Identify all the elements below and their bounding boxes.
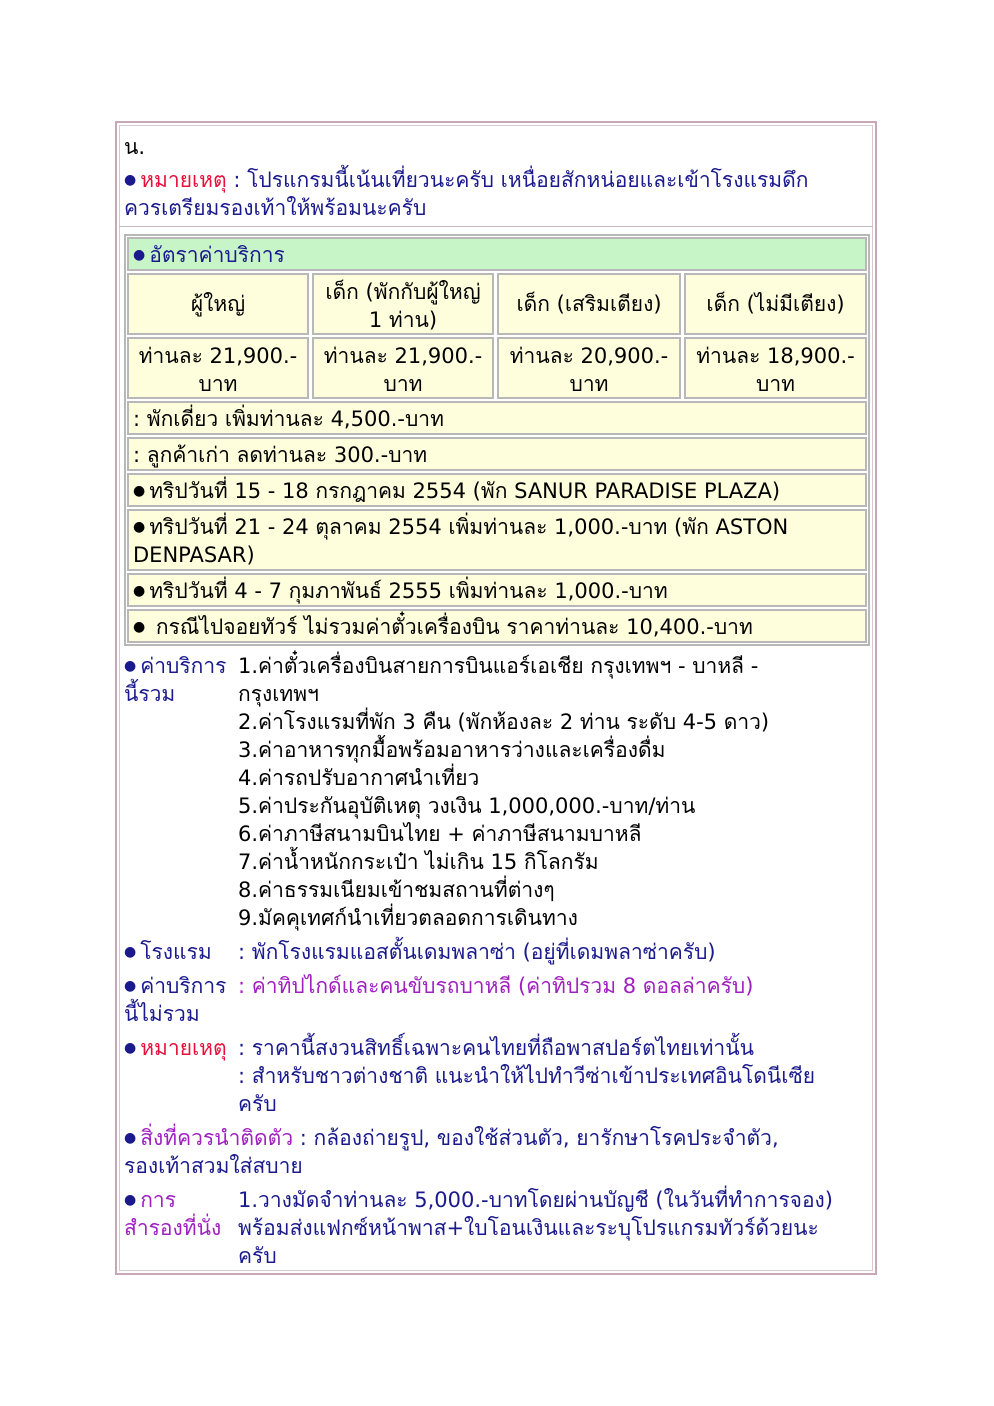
row-text: กรณีไปจอยทัวร์ ไม่รวมค่าตั๋วเครื่องบิน ราคาท่านละ 10,400.-บาท: [149, 615, 753, 639]
column-header-label: เด็ก (เสริมเตียง): [516, 292, 662, 316]
price-unit: บาท: [569, 372, 609, 396]
price-value: ท่านละ 21,900.-: [138, 344, 298, 368]
included-item: กรุงเทพฯ: [238, 682, 319, 706]
included-item: 6.ค่าภาษีสนามบินไทย + ค่าภาษีสนามบาหลี: [238, 822, 642, 846]
bullet-icon: ●: [124, 1192, 137, 1208]
price-value: ท่านละ 20,900.-: [509, 344, 669, 368]
bring-text-2: รองเท้าสวมใส่สบาย: [124, 1154, 303, 1178]
row-text: ทริปวันที่ 21 - 24 ตุลาคม 2554 เพิ่มท่านละ 1,000.-บาท (พัก ASTON: [149, 515, 789, 539]
excluded-label-2: นี้ไม่รวม: [124, 1002, 200, 1026]
included-item: 1.ค่าตั๋วเครื่องบินสายการบินแอร์เอเชีย กรุงเทพฯ - บาหลี -: [238, 654, 759, 678]
hotel-label: [124, 938, 212, 966]
bullet-icon: ●: [124, 172, 137, 188]
included-label-1: ค่าบริการ: [140, 654, 227, 678]
row-text: : ลูกค้าเก่า ลดท่านละ 300.-บาท: [133, 443, 428, 467]
price-table-title: อัตราค่าบริการ: [149, 243, 285, 267]
price-cell-child-no-bed: [684, 337, 867, 399]
line-fragment: น.: [124, 135, 146, 159]
price-cell-adult: [127, 337, 309, 399]
bullet-icon: ●: [133, 583, 146, 599]
included-label-2: นี้รวม: [124, 682, 176, 706]
column-header-label: เด็ก (พักกับผู้ใหญ่: [325, 280, 481, 304]
table-row-single-supplement: [127, 401, 867, 435]
note-text-2: ควรเตรียมรองเท้าให้พร้อมนะครับ: [124, 196, 427, 220]
bullet-icon: ●: [124, 658, 137, 674]
column-header-child-with-adult: [312, 273, 494, 335]
column-header-label: ผู้ใหญ่: [190, 292, 246, 316]
included-item: 4.ค่ารถปรับอากาศนำเที่ยว: [238, 766, 480, 790]
row-text: ทริปวันที่ 15 - 18 กรกฎาคม 2554 (พัก SANUR PARADISE PLAZA): [149, 479, 781, 503]
row-text-2: DENPASAR): [133, 543, 255, 567]
note-text: : โปรแกรมนี้เน้นเที่ยวนะครับ เหนื่อยสักหน่อยและเข้าโรงแรมดึก: [226, 168, 809, 192]
price-unit: บาท: [756, 372, 795, 396]
excluded-text: : ค่าทิปไกด์และคนขับรถบาหลี (ค่าทิปรวม 8 ดอลล่าครับ): [238, 974, 754, 998]
column-header-child-no-bed: [684, 273, 867, 335]
bullet-icon: ●: [133, 247, 146, 263]
remark-label-text: หมายเหตุ: [140, 1036, 227, 1060]
bullet-icon: ●: [124, 1040, 137, 1056]
row-text: ทริปวันที่ 4 - 7 กุมภาพันธ์ 2555 เพิ่มท่านละ 1,000.-บาท: [149, 579, 668, 603]
column-header-label: เด็ก (ไม่มีเตียง): [706, 292, 845, 316]
booking-line: พร้อมส่งแฟกซ์หน้าพาส+ใบโอนเงินและระบุโปรแกรมทัวร์ด้วยนะ: [238, 1216, 819, 1240]
booking-line: 1.วางมัดจำท่านละ 5,000.-บาทโดยผ่านบัญชี (ในวันที่ทำการจอง): [238, 1188, 834, 1212]
row-text: : พักเดี่ยว เพิ่มท่านละ 4,500.-บาท: [133, 407, 444, 431]
bring-text: : กล้องถ่ายรูป, ของใช้ส่วนตัว, ยารักษาโรคประจำตัว,: [293, 1126, 779, 1150]
booking-label-2: สำรองที่นั่ง: [124, 1216, 222, 1240]
price-unit: บาท: [383, 372, 423, 396]
hotel-label-text: โรงแรม: [140, 940, 212, 964]
divider: [119, 226, 873, 227]
table-row-trip-february: [127, 573, 867, 607]
table-row-trip-october: [127, 509, 867, 571]
table-row-returning-customer: [127, 437, 867, 471]
hotel-text: : พักโรงแรมแอสตั้นเดมพลาซ่า (อยู่ที่เดมพลาซ่าครับ): [238, 940, 716, 964]
price-table-header: [127, 237, 867, 271]
column-header-child-extra-bed: [497, 273, 681, 335]
bullet-icon: ●: [133, 519, 146, 535]
bring-line: [124, 1124, 779, 1152]
bullet-icon: ●: [133, 483, 146, 499]
note-line: [124, 166, 808, 194]
included-item: 8.ค่าธรรมเนียมเข้าชมสถานที่ต่างๆ: [238, 878, 555, 902]
remark-line: : ราคานี้สงวนสิทธิ์เฉพาะคนไทยที่ถือพาสปอร์ตไทยเท่านั้น: [238, 1036, 754, 1060]
included-item: 5.ค่าประกันอุบัติเหตุ วงเงิน 1,000,000.-บาท/ท่าน: [238, 794, 696, 818]
price-value: ท่านละ 18,900.-: [696, 344, 855, 368]
bullet-icon: ●: [124, 944, 137, 960]
remark-line: ครับ: [238, 1092, 277, 1116]
column-header-label-2: 1 ท่าน): [368, 308, 438, 332]
included-item: 7.ค่าน้ำหนักกระเป๋า ไม่เกิน 15 กิโลกรัม: [238, 850, 599, 874]
table-row-join-tour: [127, 609, 867, 643]
included-item: 9.มัคคุเทศก์นำเที่ยวตลอดการเดินทาง: [238, 906, 578, 930]
bullet-icon: ●: [124, 978, 137, 994]
price-cell-child-with-adult: [312, 337, 494, 399]
note-label: หมายเหตุ: [140, 168, 227, 192]
bullet-icon: ●: [124, 1130, 137, 1146]
price-value: ท่านละ 21,900.-: [323, 344, 483, 368]
excluded-label-1: ค่าบริการ: [140, 974, 227, 998]
price-cell-child-extra-bed: [497, 337, 681, 399]
excluded-label: [124, 972, 226, 1000]
booking-line: ครับ: [238, 1244, 277, 1268]
included-item: 3.ค่าอาหารทุกมื้อพร้อมอาหารว่างและเครื่องดื่ม: [238, 738, 666, 762]
included-label: [124, 652, 226, 680]
remark-label: [124, 1034, 227, 1062]
column-header-adult: [127, 273, 309, 335]
included-item: 2.ค่าโรงแรมที่พัก 3 คืน (พักห้องละ 2 ท่าน ระดับ 4-5 ดาว): [238, 710, 770, 734]
price-unit: บาท: [198, 372, 238, 396]
remark-line: : สำหรับชาวต่างชาติ แนะนำให้ไปทำวีซ่าเข้าประเทศอินโดนีเซีย: [238, 1064, 816, 1088]
table-row-trip-july: [127, 473, 867, 507]
bring-label: สิ่งที่ควรนำติดตัว: [140, 1126, 294, 1150]
bullet-icon: ●: [133, 619, 146, 635]
booking-label: [124, 1186, 176, 1214]
booking-label-1: การ: [140, 1188, 177, 1212]
